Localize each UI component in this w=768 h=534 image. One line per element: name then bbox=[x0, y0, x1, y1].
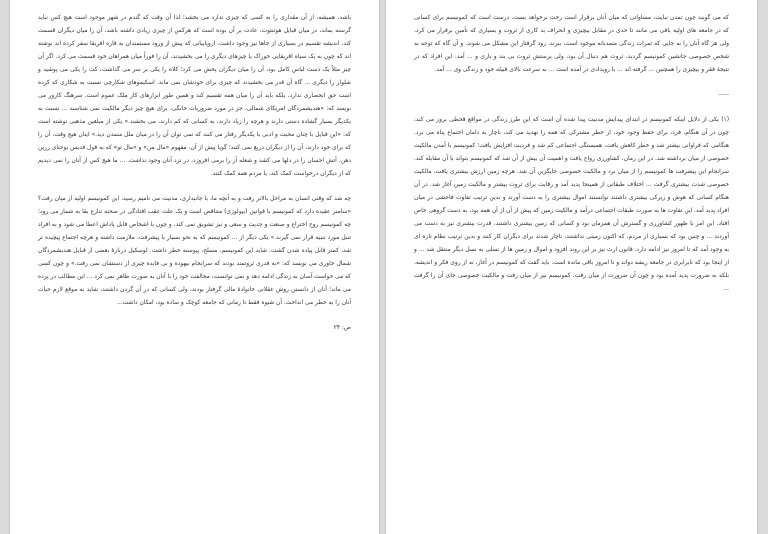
right-page bbox=[386, 0, 757, 534]
left-paragraph-1: باشد، همیشه، از آن مقداری را به کسی که چیزی ندارد می بخشد؛ لذا آن وقت که گندم در شهر موجود است هیچ کس نباید گرسنه بماند، در میان قبایل هوتنتوت، عادت بر آن بوده است که هرکس از چیزی زیادی داشته باشد، آن را میان دیگران قسمت کند. اندیشه تقسیم در بسیاری از جاها نیز وجود داشت. اروپاییانی که پیش از ورود مستمندان به قاره افریقا سفر کرده اند نوشته اند که چون به یک سیاه افریقایی خوراک یا چیزهای دیگری را می بخشیدند، آن را فوراً میان همراهان خود قسمت می کرد. اگر آن چیز مثلاً یک دست لباس کامل بود، آن را میان دیگران پخش می کرد؛ کلاه را یکی بر سر می گذاشت، کت را یکی می پوشید و شلوار را دیگری ... گاه آن قدر می بخشیدند که چیزی برای خودشان نمی ماند. اسکیموهای شکارچی نسبت به شکاری که کرده است حق انحصاری ندارد، بلکه باید آن را میان همه تقسیم کند و همین طور ابزارهای کار ملک عموم است. سرهنگ کارور می نویسد که: «هندیشمردگان امریکای شمالی، جز در مورد ضروریات خانگی، برای هیچ چیز دیگر مالکیت نمی شناسند ... نسبت به یکدیگر بسیار گشاده دستی دارند و هرچه را زیاد دارند، به کسانی که کم دارند، می بخشند.» یکی از مبلغین مذهبی نوشته است که: «این قبایل با چنان محبت و ادبی با یکدیگر رفتار می کنند که نمی توان آن را در میان ملل متمدن دید.» اینان هیچ وقت، آن را که برای خود دارند، آن را از دیگران دریغ نمی کنند؛ گویا پیش از آن، مفهوم «مال من» و «مال تو» که به قول قدیس بوحنای زرین دهن، آتش احسان را در دلها می کشد و شعله آز را برمی افروزد، در نزد آنان وجود نداشت. ... ما هیچ کس از آنان را نمی دیدیم که از دیگران درخواست کمک کند، یا مردم همه کمک کنند. bbox=[38, 15, 351, 177]
left-page-content bbox=[38, 12, 351, 534]
right-page-content bbox=[414, 12, 729, 534]
left-page bbox=[10, 0, 379, 534]
footnote-separator: ----- bbox=[718, 92, 729, 98]
page-number: ص: ۲۴ bbox=[333, 325, 351, 331]
footnote-paragraph: (۱) یکی از دلایل اینکه کمونیسم در ابتدای پیدایش مدنیت پیدا شده آن است که این طرز زندگی در مواقع قحطی بروز می کند، چون در آن هنگام، فرد، برای حفظ وجود خود، از خطر مشترکی که همه را تهدید می کند، ناچار به دامان اجتماع پناه می برد. هنگامی که فراوانی بیشتر شد و خطر کاهش یافت، همبستگی اجتماعی کم شد و فردیت افزایش یافت؛ کمونیسم با آمدن مالکیت خصوصی از میان برداشته شد. در این زمان، کشاورزی رواج یافت و اهمیت آن بیش از آن شد که کمونیسم بتواند با آن مقابله کند. سرانجام این پیشرفت ها کمونیسم را از میان برد و مالکیت خصوصی جایگزین آن شد. هرچه زمین ارزش بیشتری یافت، مالکیت خصوصی شدت بیشتری گرفت ... اختلاف طبقاتی از همینجا پدید آمد و رقابت برای ثروت بیشتر و مالکیت زمین آغاز شد. در آن هنگام کسانی که هوش و زیرکی بیشتری داشتند توانستند اموال بیشتری را به دست آورند و بدین ترتیب تفاوت فاحشی در میان افراد پدید آمد. این تفاوت ها به صورت طبقات اجتماعی درآمد و مالکیت زمین که پیش از آن از آن همه بود، به دست گروهی خاص افتاد. این امر با ظهور کشاورزی و گسترش آن همزمان بود و کسانی که زمین بیشتری داشتند، قدرت بیشتری نیز به دست می آوردند ... و چنین بود که بسیاری از مردم، که اکنون زمینی نداشتند، ناچار شدند برای دیگران کار کنند و بدین ترتیب نظام تازه ای به وجود آمد که تا امروز نیز ادامه دارد. قانون ارث نیز بر این روند افزود و اموال و زمین ها از نسلی به نسل دیگر منتقل شد ... و از اینجا بود که نابرابری در جامعه ریشه دواند و تا امروز باقی مانده است. باید گفت که کمونیسم در آغاز، نه از روی فکر و اندیشه، بلکه به ضرورت پدید آمده بود و چون آن ضرورت از میان رفت، کمونیسم نیز از میان رفت و مالکیت خصوصی جای آن را گرفت ... bbox=[414, 117, 729, 292]
left-paragraph-2: چه شد که وقتی انسان به مراحل بالاتر رفت و به آنچه ما، با جانبداری، مدنیت می نامیم رسید، این کمونیسم اولیه از میان رفت؟ «سامنر عقیده دارد که کمونیسم با قوانین (بیولوژی) متناقض است و یک علت عقب افتادگی در صحنه تنازع بقا به شمار می رود؛ چه کمونیسم روح اختراع و صنعت و جدیت و سعی و نیز تشویق نمی کند، و چون با اشخاص قابل پاداش اعطا می شود و به افراد تنبل مورد تنبیه قرار نمی گیرند.» یکی دیگر از ... کمونیسم که به نحو بسیار با پیشرفت، ملازمت داشته و هرچه اجتماع پیچیده تر شد، کمتر قابل پیاده شدن گشت. شاید این کمونیسم، مسلح، پیوسته خطر داشت. لوسکیل دربارهٔ بعضی از قبایل هندیشمردگان شمال خاوری می نویسد که: «به قدری ثروتمند بودند که سرانجام بیهوده و بی فایده چیزی از دستشان نمی رفت.» و چون کسی که می خواست آسان به زندگی ادامه دهد و نمی توانست، مخالفت خود را با آنان به صورت ظاهر نمی کرد ... این مطالب در پرده می ماند؛ آنان از دانستن روش عقلانی خانوادهٔ مالی گرفتار بودند، ولی کسانی که در آن گردن داشتند، شاید به موقع لازم حیات آنان را به خطر می انداخت. آن شیوه فقط تا زمانی که جامعه کوچک و ساده بود، امکان داشت... bbox=[38, 196, 351, 306]
right-paragraph-1: که می گویند چون تمدن نبایت، مساواتی که میان آنان برقرار است رخت برخواهد بست. درست است که کمونیسم برای کسانی که در جامعه های اولیه باقی می مانند تا حدی در مقابل بیچیزی و انحراف بد کاری از ثروت و بسیاری که تأمین برقرار می کرد، ولی هر گاه آنان را به جایی که ثمرات زندگی متمدنانه موجود است، ببرند، زود گرفتار این مشکل می شوند. و آن گاه که توجه به شخص خصوصی جانشین کمونیسم گردید، ثروت هم دنبال آن بود، ولی پرستش ثروت بی بند و باری و ... آمد. این افراد که در نتیجهٔ فقر و بیچیزی را همچنین ... گرفته اند ... با رویدادی در آمده است ... به سرعت بالای قبیله خود و زندگی وی ... آمد. bbox=[414, 15, 729, 73]
